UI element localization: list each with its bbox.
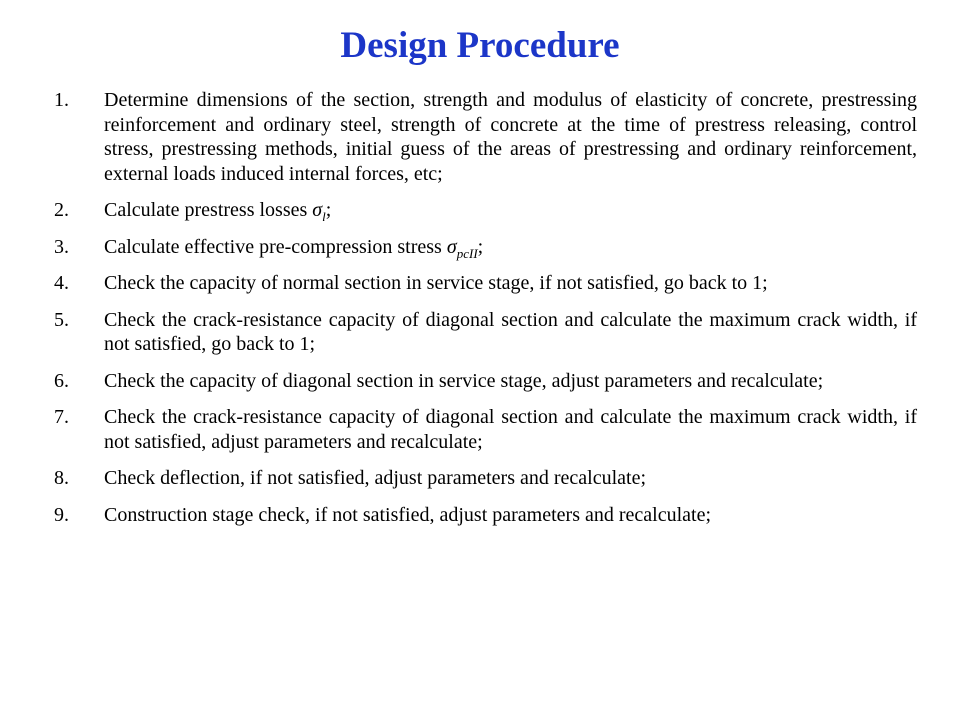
step-9: [54, 503, 917, 528]
step-text: Check the crack-resistance capacity of diagonal section and calculate the maximum crack width, if not satisfied, adjust parameters and recalculate;: [104, 406, 917, 453]
step-6: [54, 369, 917, 394]
sigma-glyph: σ: [446, 235, 457, 258]
step-2: [54, 198, 917, 223]
step-text-after: ;: [477, 235, 484, 258]
step-text: Construction stage check, if not satisfied, adjust parameters and recalculate;: [104, 503, 712, 526]
step-7: [54, 405, 917, 454]
step-number: 2.: [54, 199, 69, 221]
step-text: Check the capacity of normal section in service stage, if not satisfied, go back to 1;: [104, 272, 768, 294]
step-5: [54, 308, 917, 357]
sigma-glyph: σ: [312, 199, 323, 221]
step-text-before: Calculate prestress losses: [104, 199, 313, 221]
step-number: 1.: [54, 89, 69, 111]
step-number: 6.: [54, 369, 69, 392]
step-text-before: Calculate effective pre-compression stress: [104, 235, 447, 258]
step-text: Check deflection, if not satisfied, adjust parameters and recalculate;: [104, 467, 647, 489]
sigma-l-symbol: [312, 199, 326, 224]
symbol-subscript: l: [322, 209, 326, 224]
step-number: 4.: [54, 272, 69, 294]
sigma-pcii-symbol: [446, 235, 478, 261]
design-steps-list: [54, 88, 917, 539]
step-4: [54, 271, 917, 296]
step-text: [104, 198, 917, 223]
step-text-after: ;: [325, 199, 332, 221]
step-text: Check the capacity of diagonal section in service stage, adjust parameters and recalculate;: [104, 369, 824, 392]
step-number: 8.: [54, 467, 69, 489]
slide-title: Design Procedure: [340, 25, 620, 66]
step-text: Determine dimensions of the section, strength and modulus of elasticity of concrete, prestressing reinforcement and ordinary steel, strength of concrete at the time of prestress releasing, control stress, prestressing methods, initial guess of the areas of prestressing and ordinary reinforcement, external loads induced internal forces, etc;: [104, 89, 917, 185]
step-8: [54, 466, 917, 491]
step-text: Check the crack-resistance capacity of diagonal section and calculate the maximum crack width, if not satisfied, go back to 1;: [104, 308, 917, 355]
step-1: [54, 88, 917, 186]
step-number: 3.: [54, 235, 69, 258]
step-number: 5.: [54, 308, 69, 331]
step-3: [54, 235, 917, 260]
step-number: 9.: [54, 503, 69, 526]
step-text: [104, 235, 917, 260]
step-number: 7.: [54, 406, 69, 428]
symbol-subscript: pcII: [456, 245, 478, 261]
